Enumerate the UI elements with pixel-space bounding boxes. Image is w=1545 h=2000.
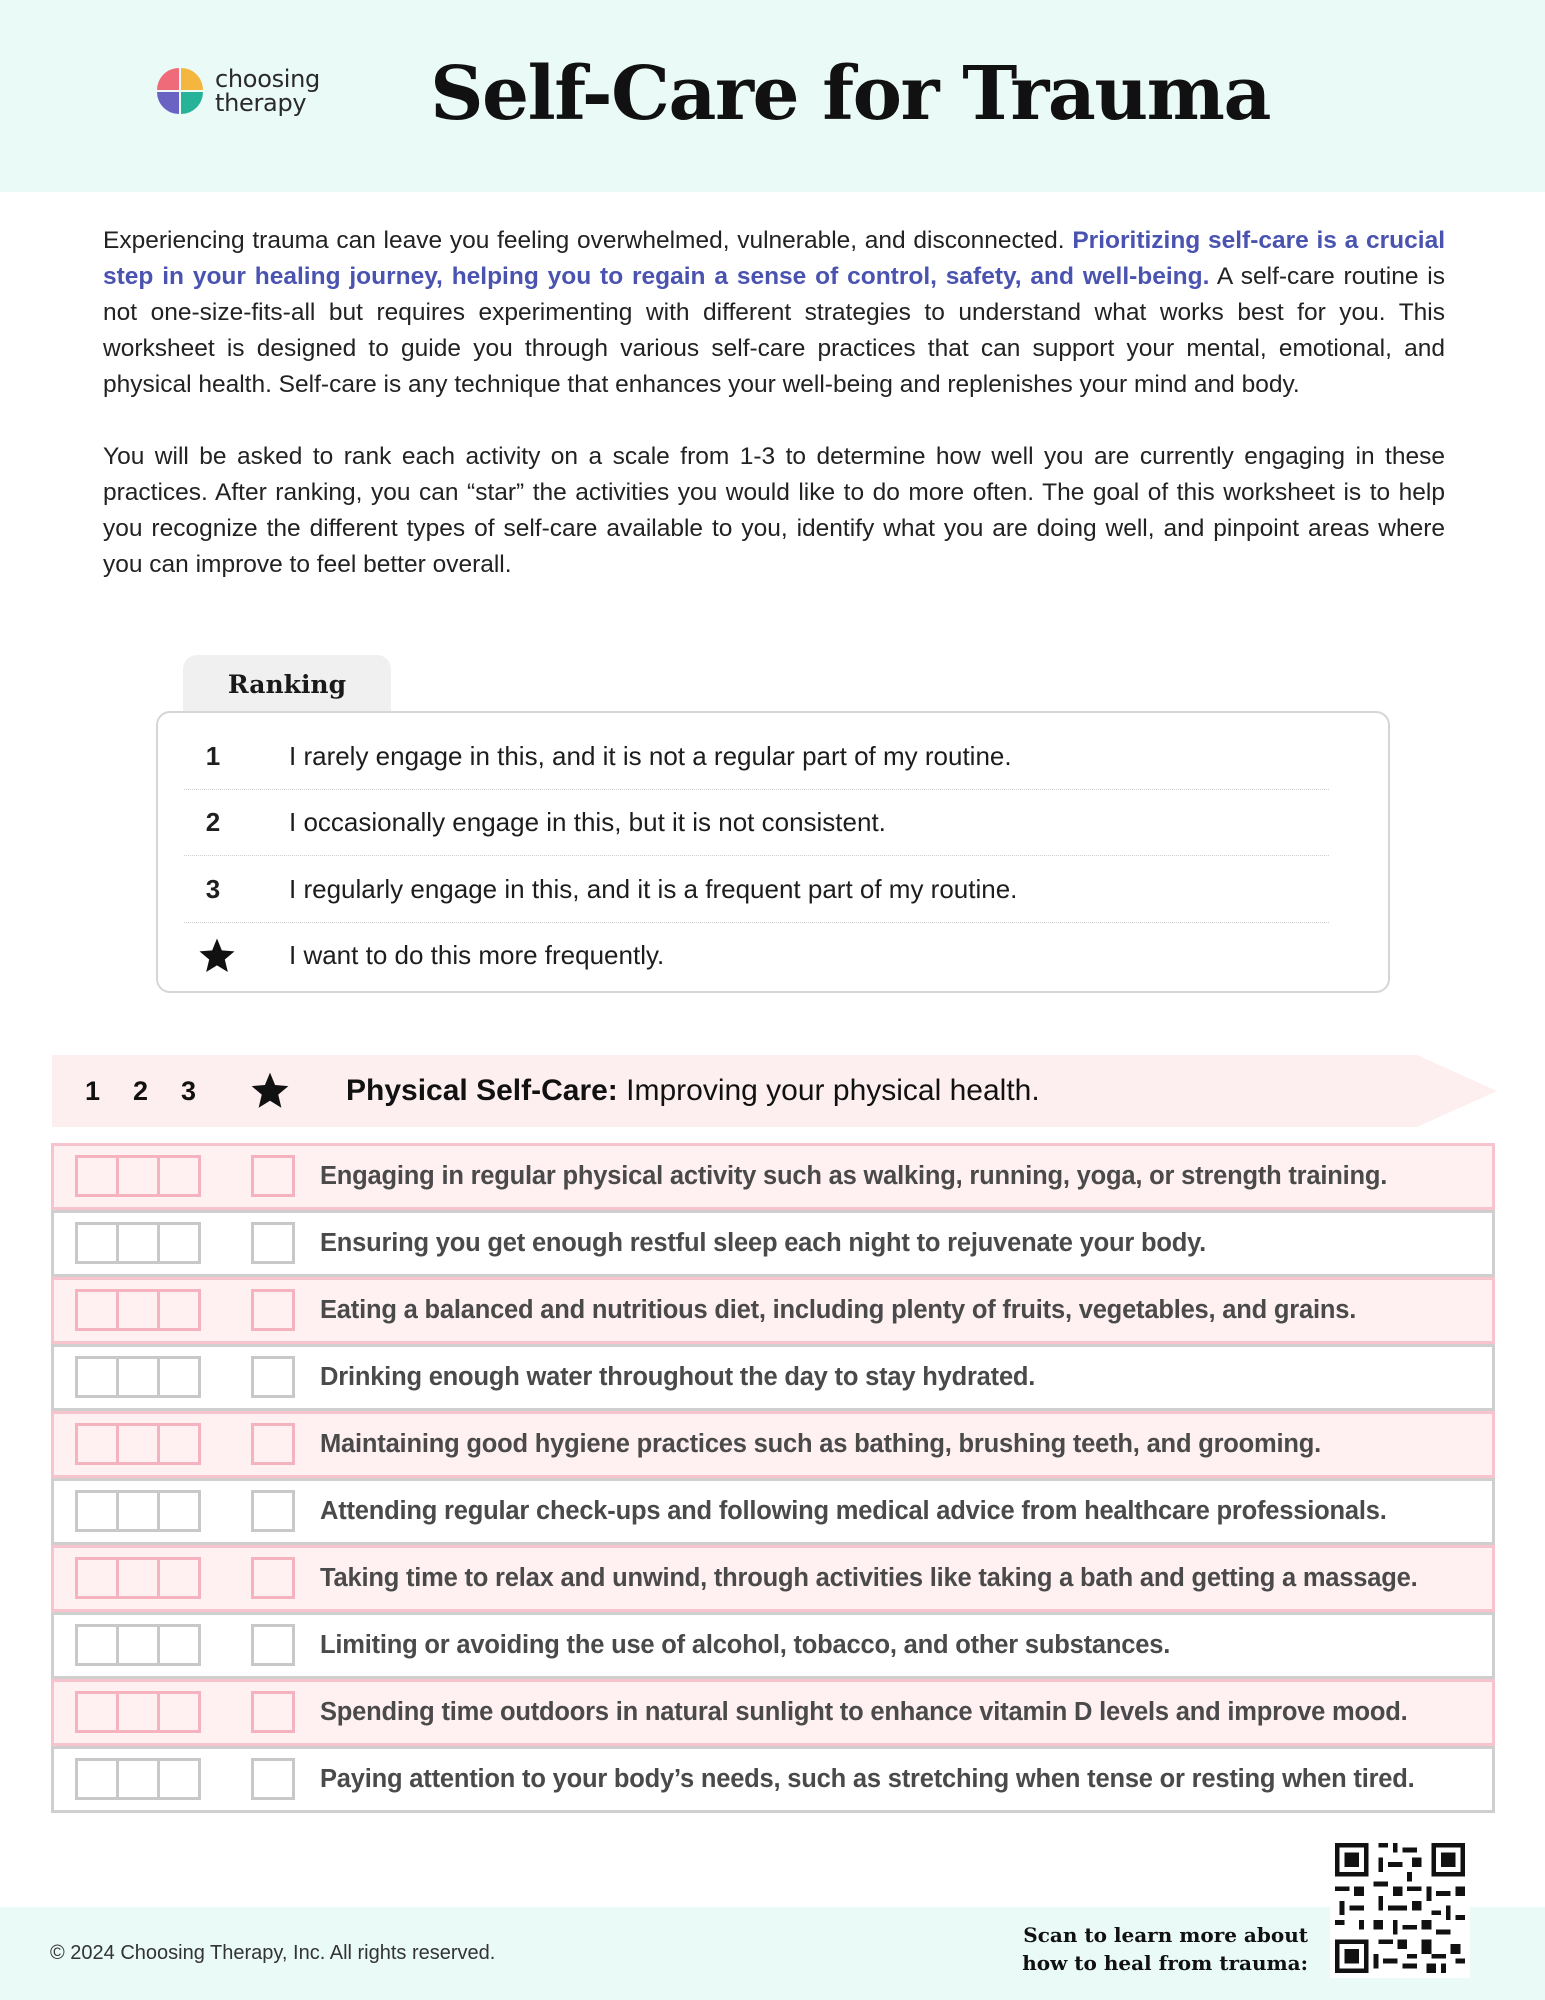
ranking-tab-label: Ranking [183,655,391,721]
rank-1-checkbox[interactable] [75,1289,119,1331]
choosing-therapy-logo[interactable] [155,66,320,116]
rank-checkboxes [75,1423,205,1465]
rank-2-checkbox[interactable] [116,1155,160,1197]
activity-text: Paying attention to your body’s needs, such as stretching when tense or resting when tired. [320,1765,1415,1793]
column-label-2: 2 [133,1076,149,1106]
rank-checkboxes [75,1490,205,1532]
ranking-key: 3 [205,874,221,904]
rank-2-checkbox[interactable] [116,1222,160,1264]
rank-1-checkbox[interactable] [75,1691,119,1733]
activity-row [51,1344,1495,1411]
rank-checkboxes [75,1624,205,1666]
rank-checkboxes [75,1155,205,1197]
logo-line-1: choosing [215,65,320,93]
activity-text: Spending time outdoors in natural sunlight to enhance vitamin D levels and improve mood. [320,1698,1408,1726]
activity-row [51,1277,1495,1344]
activity-row [51,1478,1495,1545]
activity-text: Taking time to relax and unwind, through activities like taking a bath and getting a massage. [320,1564,1418,1592]
star-checkbox[interactable] [251,1624,295,1666]
intro-paragraph-2: You will be asked to rank each activity on a scale from 1-3 to determine how well you are currently engaging in these practices. After ranking, you can “star” the activities you would like to do more often. The goal of this worksheet is to help you recognize the different types of self-care available to you, identify what you are doing well, and pinpoint areas where you can improve to feel better overall. [103,443,1445,578]
rank-2-checkbox[interactable] [116,1423,160,1465]
activity-text: Engaging in regular physical activity such as walking, running, yoga, or strength training. [320,1162,1388,1190]
rank-1-checkbox[interactable] [75,1222,119,1264]
rank-2-checkbox[interactable] [116,1758,160,1800]
rank-checkboxes [75,1289,205,1331]
rank-3-checkbox[interactable] [157,1356,201,1398]
star-checkbox[interactable] [251,1490,295,1532]
copyright-text: © 2024 Choosing Therapy, Inc. All rights reserved. [50,1942,496,1964]
rank-checkboxes [75,1691,205,1733]
logo-mark-icon [155,66,205,116]
ranking-description: I occasionally engage in this, but it is not consistent. [289,807,886,837]
section-title-rest: Improving your physical health. [617,1074,1040,1107]
ranking-legend [156,711,1390,993]
scan-line-2: how to heal from trauma: [1022,1951,1308,1975]
activity-list [51,1143,1495,1813]
ranking-key: 1 [205,741,221,771]
logo-line-2: therapy [215,89,307,117]
activity-row [51,1545,1495,1612]
star-icon [248,1070,292,1112]
ranking-key: 2 [205,807,221,837]
intro-p1-start: Experiencing trauma can leave you feeling overwhelmed, vulnerable, and disconnected. [103,227,1073,254]
physical-self-care-header [52,1055,1497,1127]
rank-2-checkbox[interactable] [116,1624,160,1666]
activity-text: Eating a balanced and nutritious diet, including plenty of fruits, vegetables, and grains. [320,1296,1357,1324]
ranking-row-1 [184,723,1329,790]
rank-3-checkbox[interactable] [157,1423,201,1465]
intro-p1-end: A self-care routine is not one-size-fits-all but requires experimenting with different strategies to understand what works best for you. This worksheet is designed to guide you through various self-care practices that can support your mental, emotional, and physical health. Self-care is any technique that enhances your well-being and replenishes your mind and body. [103,263,1445,398]
activity-text: Attending regular check-ups and following medical advice from healthcare professionals. [320,1497,1387,1525]
star-checkbox[interactable] [251,1691,295,1733]
qr-code-icon[interactable] [1330,1838,1470,1978]
rank-2-checkbox[interactable] [116,1691,160,1733]
rank-checkboxes [75,1557,205,1599]
rank-1-checkbox[interactable] [75,1356,119,1398]
page-title: Self-Care for Trauma [430,51,1270,137]
activity-row [51,1679,1495,1746]
star-checkbox[interactable] [251,1289,295,1331]
rank-2-checkbox[interactable] [116,1557,160,1599]
rank-3-checkbox[interactable] [157,1155,201,1197]
activity-text: Ensuring you get enough restful sleep each night to rejuvenate your body. [320,1229,1207,1257]
section-title-bold: Physical Self-Care: [346,1074,618,1107]
logo-wordmark [215,67,320,115]
rank-2-checkbox[interactable] [116,1289,160,1331]
intro-paragraph-1 [103,223,1445,403]
rank-3-checkbox[interactable] [157,1624,201,1666]
ranking-row-3 [184,856,1329,923]
footer [0,1907,1545,2000]
rank-1-checkbox[interactable] [75,1758,119,1800]
section-title [346,1055,1040,1127]
scan-prompt [1000,1921,1308,1977]
intro-text [103,223,1445,619]
ranking-row-2 [184,789,1329,856]
activity-row [51,1746,1495,1813]
ranking-row-star [184,922,1329,988]
activity-text: Drinking enough water throughout the day to stay hydrated. [320,1363,1036,1391]
ranking-description: I want to do this more frequently. [289,940,665,970]
rank-3-checkbox[interactable] [157,1691,201,1733]
star-checkbox[interactable] [251,1222,295,1264]
scan-line-1: Scan to learn more about [1023,1923,1308,1947]
activity-row [51,1612,1495,1679]
activity-text: Limiting or avoiding the use of alcohol, tobacco, and other substances. [320,1631,1171,1659]
activity-text: Maintaining good hygiene practices such as bathing, brushing teeth, and grooming. [320,1430,1322,1458]
rank-2-checkbox[interactable] [116,1490,160,1532]
activity-row [51,1210,1495,1277]
rank-1-checkbox[interactable] [75,1490,119,1532]
rank-1-checkbox[interactable] [75,1557,119,1599]
column-label-1: 1 [85,1076,101,1106]
star-icon [196,936,238,976]
rank-3-checkbox[interactable] [157,1289,201,1331]
rank-3-checkbox[interactable] [157,1557,201,1599]
rank-3-checkbox[interactable] [157,1758,201,1800]
star-checkbox[interactable] [251,1155,295,1197]
rank-checkboxes [75,1758,205,1800]
star-checkbox[interactable] [251,1557,295,1599]
rank-1-checkbox[interactable] [75,1423,119,1465]
ranking-description: I rarely engage in this, and it is not a regular part of my routine. [289,741,1012,771]
ranking-description: I regularly engage in this, and it is a frequent part of my routine. [289,874,1018,904]
rank-2-checkbox[interactable] [116,1356,160,1398]
rank-1-checkbox[interactable] [75,1155,119,1197]
rank-1-checkbox[interactable] [75,1624,119,1666]
header [0,0,1545,192]
star-checkbox[interactable] [251,1356,295,1398]
intro-highlight: Prioritizing self-care is a crucial step in your healing journey, helping you to regain a sense of control, safety, and well-being. [103,227,1445,290]
activity-row [51,1143,1495,1210]
star-checkbox[interactable] [251,1423,295,1465]
column-label-3: 3 [181,1076,197,1106]
rank-3-checkbox[interactable] [157,1490,201,1532]
activity-row [51,1411,1495,1478]
rank-checkboxes [75,1222,205,1264]
rank-checkboxes [75,1356,205,1398]
star-checkbox[interactable] [251,1758,295,1800]
rank-3-checkbox[interactable] [157,1222,201,1264]
